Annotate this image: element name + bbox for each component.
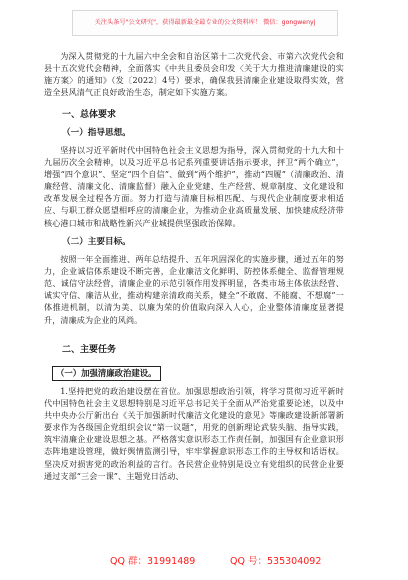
clean-politics-paragraph: 1.坚持把党的政治建设摆在首位。加强思想政治引领，将学习贯彻习近平新时代中国特色社会主义思想特别是习近平总书记关于全面从严治党重要论述，以及中共中央办公厅新出台《关于加强新时代廉洁文化建设的意见》等廉政建设新部署新要求作为各级国企党组织会议“第一议题”，用党的创新理论武装头脑、指导实践，筑牢清廉企业建设思想之基。严格落实意识形态工作责任制，加强国有企业意识形态阵地建设管理，做好舆情监测引导，牢牢掌握意识形态工作的主导权和话语权。坚决反对损害党的政治利益的言行。各民营企业特别是设立有党组织的民营企业要通过支部“三会一课”、主题党日活动、 (44, 385, 344, 481)
subsection-heading-clean-politics: （一）加强清廉政治建设。 (52, 366, 161, 381)
document-body (44, 50, 344, 482)
section-heading-general-requirements: 一、总体要求 (62, 109, 117, 120)
guiding-ideology-paragraph: 坚持以习近平新时代中国特色社会主义思想为指导，深入贯彻党的十九大和十九届历次全会精神，以及习近平总书记系列重要讲话指示要求，抨卫“两个确立”，增强“四个意识”、坚定“四个自信”、做到“两个维护”，推动“四履”（清廉政治、清廉经营、清廉文化、清廉监督）融入企业党建、生产经营、规章制度、文化建设和改革发展全过程各方面。努力打造与清廉目标相匹配、与现代企业制度要求相适应、与职工群众愿望相呼应的清廉企业，为推动企业高质量发展、加快建成经济带核心港口城市和战略性新兴产业城提供坚强政治保障。 (44, 144, 344, 228)
main-goals-paragraph: 按照一年全面推进、两年总结提升、五年巩固深化的实施步骤，通过五年的努力，企业诚信体系建设不断完善，企业廉洁文化鲜明、防控体系健全、监督管理规范、诚信守法经营，清廉企业的示范引领作用发挥明显，各类市场主体依法经营、诚实守信、廉洁从业，推动构建亲清政商关系，健全“不敢腐、不能腐、不想腐”一体推进机制，以清为美、以廉为荣的价值取向深入人心，企业整体清廉度显著提升，清廉成为企业的风尚。 (44, 253, 344, 325)
qq-group-text: QQ 群：31991489 (110, 556, 196, 567)
intro-paragraph: 为深入贯彻党的十九届六中全会和自治区第十二次党代会、市第六次党代会和县十五次党代会精神，全面落实《中共且委员会印发〈关于大力推进清廉建设的实施方案〉的通知》（发〔2022〕4号）要求，确保我县清廉企业建设取得实效，营造全县风清气正良好政治生态，制定如下实施方案。 (44, 51, 344, 98)
subsection-heading-main-goals: （二）主要目标。 (62, 236, 131, 247)
section-heading-main-tasks: 二、主要任务 (62, 344, 117, 355)
promo-banner: 关注头条号"公文研究"，获得最新最全最专业的公文资料库！ 微信：gongwenyj (72, 10, 338, 36)
subsection-heading-guiding-ideology: （一）指导思想。 (62, 127, 131, 138)
contact-footer (0, 553, 408, 569)
qq-number-text: QQ 号：535304092 (230, 556, 322, 567)
